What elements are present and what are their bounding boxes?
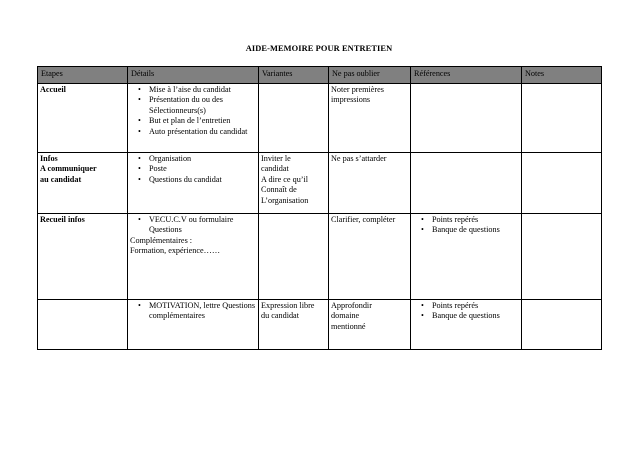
ne-pas-oublier-line: impressions	[331, 95, 371, 105]
variantes-line: A dire ce qu’il	[261, 174, 309, 184]
variantes-line: L’organisation	[261, 195, 309, 205]
ne-pas-oublier-line: Ne pas s’attarder	[331, 154, 387, 163]
cell-ne-pas-oublier	[329, 84, 411, 153]
page-title: AIDE-MEMOIRE POUR ENTRETIEN	[245, 44, 393, 53]
variantes-line: candidat	[261, 164, 289, 174]
header-etapes: Etapes	[38, 67, 128, 84]
list-item: • Points repérés	[422, 301, 519, 311]
ne-pas-oublier-line: Approfondir	[331, 301, 372, 310]
cell-references	[411, 300, 522, 350]
etape-line: Infos	[40, 154, 58, 163]
list-item: • Points repérés	[422, 215, 519, 225]
cell-notes	[522, 214, 602, 300]
cell-etape	[38, 153, 128, 214]
list-item: • Banque de questions	[422, 225, 519, 235]
header-details: Détails	[128, 67, 259, 84]
list-item: • VECU.C.V ou formulaire Questions	[139, 215, 256, 236]
ne-pas-oublier-line: domaine	[331, 311, 360, 321]
cell-references	[411, 153, 522, 214]
list-item: • Organisation	[139, 154, 256, 164]
details-list	[130, 154, 256, 185]
cell-notes	[522, 84, 602, 153]
list-item: • Poste	[139, 164, 256, 174]
cell-details	[128, 84, 259, 153]
cell-notes	[522, 153, 602, 214]
cell-details	[128, 153, 259, 214]
cell-ne-pas-oublier	[329, 214, 411, 300]
cell-etape	[38, 214, 128, 300]
list-item: • MOTIVATION, lettre Questions complémentaires	[139, 301, 256, 322]
cell-ne-pas-oublier	[329, 153, 411, 214]
etape-line: Recueil infos	[40, 215, 85, 224]
ne-pas-oublier-line: Clarifier, compléter	[331, 215, 396, 224]
list-item: • Mise à l’aise du candidat	[139, 85, 256, 95]
references-list	[413, 215, 519, 236]
list-item: • Banque de questions	[422, 311, 519, 321]
variantes-line: Connaît de	[261, 185, 297, 195]
variantes-line: Expression libre	[261, 301, 315, 310]
cell-details	[128, 300, 259, 350]
cell-notes	[522, 300, 602, 350]
details-list	[130, 301, 256, 322]
cell-etape	[38, 84, 128, 153]
cell-details	[128, 214, 259, 300]
cell-variantes	[259, 214, 329, 300]
ne-pas-oublier-line: mentionné	[331, 321, 366, 331]
table-row	[38, 300, 602, 350]
details-list	[130, 215, 256, 236]
cell-variantes	[259, 84, 329, 153]
cell-ne-pas-oublier	[329, 300, 411, 350]
list-item: • Présentation du ou des Sélectionneurs(s)	[139, 95, 256, 116]
etape-line: Accueil	[40, 85, 66, 94]
table-row	[38, 214, 602, 300]
list-item: • Auto présentation du candidat	[139, 127, 256, 137]
header-references: Références	[411, 67, 522, 84]
entretien-table	[37, 66, 602, 350]
cell-etape	[38, 300, 128, 350]
list-item: • Questions du candidat	[139, 175, 256, 185]
variantes-line: du candidat	[261, 311, 299, 321]
header-variantes: Variantes	[259, 67, 329, 84]
cell-variantes	[259, 153, 329, 214]
variantes-line: Inviter le	[261, 154, 291, 163]
details-text-line: Complémentaires :	[130, 235, 193, 245]
references-list	[413, 301, 519, 322]
cell-references	[411, 214, 522, 300]
header-notes: Notes	[522, 67, 602, 84]
header-ne-pas-oublier: Ne pas oublier	[329, 67, 411, 84]
details-list	[130, 85, 256, 137]
list-item: • But et plan de l’entretien	[139, 116, 256, 126]
details-text-line: Formation, expérience……	[130, 246, 221, 256]
ne-pas-oublier-line: Noter premières	[331, 85, 384, 94]
table-row	[38, 153, 602, 214]
table-row	[38, 84, 602, 153]
etape-line: A communiquer	[40, 164, 97, 174]
cell-references	[411, 84, 522, 153]
cell-variantes	[259, 300, 329, 350]
header-row	[38, 67, 602, 84]
etape-line: au candidat	[40, 174, 82, 184]
